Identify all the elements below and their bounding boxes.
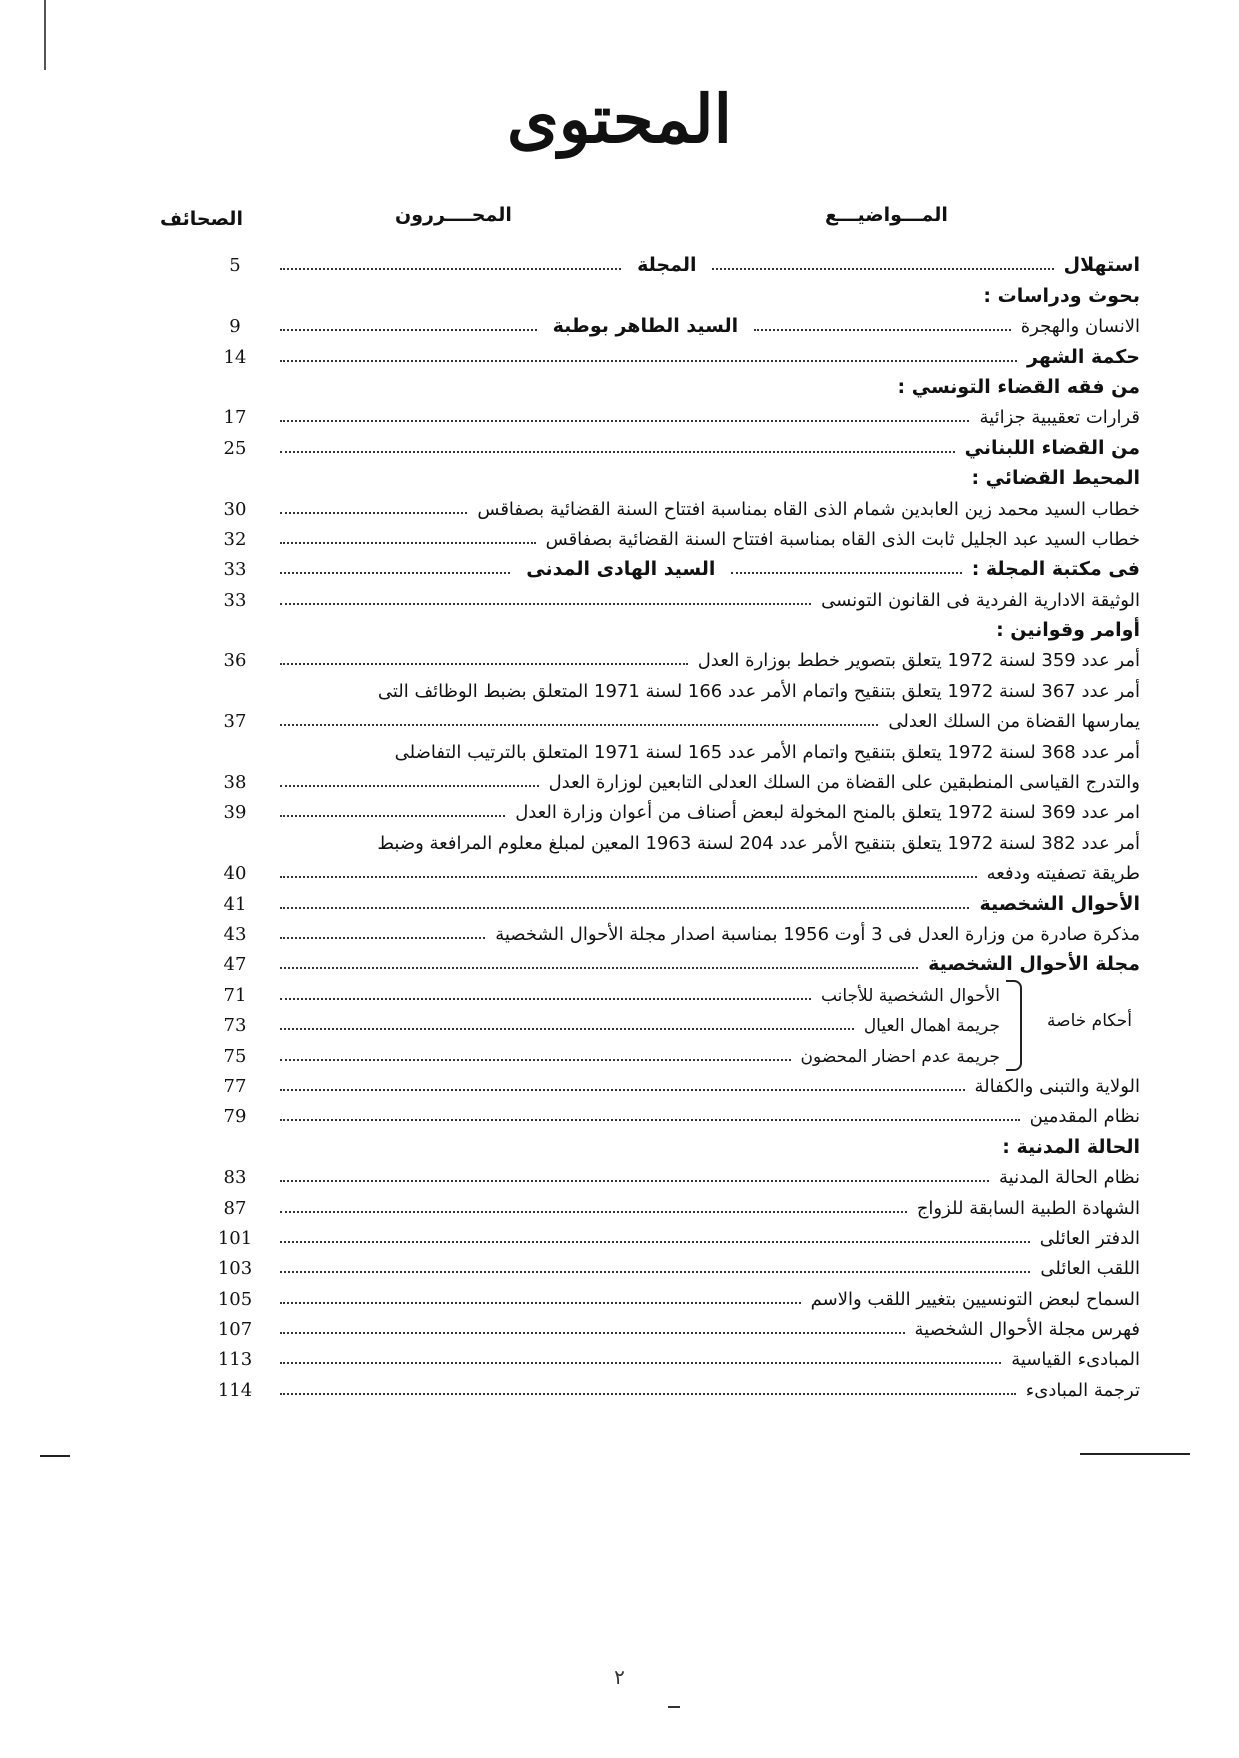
toc-entry-title: استهلال — [1063, 254, 1140, 277]
toc-page-number: 43 — [223, 923, 247, 945]
toc-page-number: 79 — [223, 1106, 247, 1128]
toc-entry-author: السيد الهادى المدنى — [526, 558, 716, 581]
leader-dots — [280, 907, 969, 909]
toc-page-number: 17 — [223, 407, 247, 429]
toc-entry-title: أوامر وقوانين : — [996, 619, 1140, 642]
toc-row — [200, 550, 1140, 580]
leader-dots — [280, 1089, 965, 1091]
toc-entry-title: بحوث ودراسات : — [983, 284, 1140, 307]
toc-entry-title: الانسان والهجرة — [1020, 316, 1140, 338]
toc-page-number: 75 — [223, 1045, 247, 1067]
toc-page-number: 77 — [223, 1075, 247, 1097]
toc-row — [200, 368, 1140, 398]
leader-dots — [280, 663, 688, 665]
toc-page-number: 107 — [217, 1319, 253, 1341]
leader-dots — [280, 1059, 791, 1061]
leader-dots — [280, 512, 467, 514]
toc-page-number: 71 — [223, 984, 247, 1006]
toc-entry-title: خطاب السيد محمد زين العابدين شمام الذى القاه بمناسبة افتتاح السنة القضائية بصفاقس — [477, 498, 1140, 520]
toc-row — [200, 276, 1140, 306]
toc-entry-title: أمر عدد 368 لسنة 1972 يتعلق بتنقيح واتمام الأمر عدد 165 لسنة 1971 المتعلق بالترتيب التفاضلى — [394, 741, 1140, 763]
toc-entry-title: قرارات تعقيبية جزائية — [979, 407, 1140, 429]
toc-row — [200, 1127, 1140, 1157]
subjects-column-header: المـــواضيـــع — [825, 204, 948, 226]
toc-entry-title: والتدرج القياسى المنطبقين على القضاة من السلك العدلى التابعين لوزارة العدل — [548, 772, 1140, 794]
toc-page-number: 14 — [223, 346, 247, 368]
toc-entry-title: السماح لبعض التونسيين بتغيير اللقب والاسم — [810, 1288, 1140, 1310]
toc-row — [200, 1097, 1140, 1127]
toc-entry-title: فى مكتبة المجلة : — [971, 558, 1140, 581]
toc-entry-title: طريقة تصفيته ودفعه — [986, 863, 1140, 885]
toc-entry-title: الأحوال الشخصية للأجانب — [820, 985, 1000, 1006]
leader-dots — [280, 268, 621, 270]
page-title: المحتوى — [507, 80, 732, 158]
leader-dots — [280, 1302, 801, 1304]
leader-dots — [712, 268, 1053, 270]
toc-entry-title: الشهادة الطبية السابقة للزواج — [916, 1197, 1140, 1219]
toc-entry-title: امر عدد 369 لسنة 1972 يتعلق بالمنح المخولة لبعض أصناف من أعوان وزارة العدل — [515, 802, 1140, 824]
toc-row — [200, 1370, 1140, 1400]
toc-row — [200, 459, 1140, 489]
toc-row — [200, 854, 1140, 884]
leader-dots — [280, 572, 510, 574]
toc-page-number: 41 — [223, 893, 247, 915]
toc-entry-title: من فقه القضاء التونسي : — [897, 375, 1140, 398]
toc-entry-title: الأحوال الشخصية — [979, 892, 1140, 915]
toc-page-number: 73 — [223, 1015, 247, 1037]
toc-row — [200, 1006, 1140, 1036]
margin-rule-right — [1080, 1453, 1190, 1455]
toc-row — [200, 1036, 1140, 1066]
scan-edge-mark — [44, 0, 46, 70]
toc-entry-title: حكمة الشهر — [1027, 345, 1140, 368]
toc-row — [200, 611, 1140, 641]
toc-page-number: 37 — [223, 711, 247, 733]
leader-dots — [280, 1241, 1030, 1243]
toc-entry-title: الولاية والتبنى والكفالة — [974, 1075, 1140, 1097]
leader-dots — [280, 967, 918, 969]
leader-dots — [280, 1119, 1020, 1121]
leader-dots — [280, 1362, 1001, 1364]
toc-entry-title: فهرس مجلة الأحوال الشخصية — [914, 1319, 1140, 1341]
toc-entry-title: جريمة اهمال العيال — [863, 1016, 1000, 1037]
page-number-mark: ٢ — [614, 1665, 625, 1689]
toc-row — [200, 1158, 1140, 1188]
leader-dots — [280, 360, 1017, 362]
toc-entry-title: مذكرة صادرة من وزارة العدل فى 3 أوت 1956 بمناسبة اصدار مجلة الأحوال الشخصية — [495, 923, 1140, 945]
leader-dots — [280, 876, 977, 878]
toc-entry-title: الوثيقة الادارية الفردية فى القانون التونسى — [821, 589, 1140, 611]
leader-dots — [731, 572, 961, 574]
leader-dots — [280, 785, 539, 787]
toc-row — [200, 489, 1140, 519]
toc-row — [200, 1219, 1140, 1249]
leader-dots — [280, 603, 811, 605]
leader-dots — [280, 542, 536, 544]
toc-entry-title: نظام المقدمين — [1029, 1106, 1140, 1128]
toc-row — [200, 398, 1140, 428]
toc-page-number: 87 — [223, 1197, 247, 1219]
leader-dots — [280, 1332, 905, 1334]
toc-entry-title: جريمة عدم احضار المحضون — [800, 1046, 1000, 1067]
toc-entry-title: من القضاء اللبناني — [964, 436, 1140, 459]
toc-row — [200, 1249, 1140, 1279]
toc-page-number: 9 — [229, 316, 241, 338]
toc-entry-title: المحيط القضائي : — [971, 467, 1140, 490]
toc-entry-title: أمر عدد 367 لسنة 1972 يتعلق بتنقيح واتمام الأمر عدد 166 لسنة 1971 المتعلق بضبط الوظائف التى — [377, 680, 1140, 702]
toc-entry-title: الحالة المدنية : — [1002, 1135, 1140, 1158]
toc-page-number: 39 — [223, 802, 247, 824]
toc-page-number: 25 — [223, 437, 247, 459]
toc-row — [200, 975, 1140, 1005]
toc-row — [200, 1310, 1140, 1340]
toc-entry-title: نظام الحالة المدنية — [998, 1167, 1140, 1189]
margin-rule-left — [40, 1455, 70, 1457]
toc-entry-author: السيد الطاهر بوطبة — [552, 315, 739, 338]
table-of-contents — [200, 246, 1140, 1401]
leader-dots — [280, 937, 485, 939]
toc-page-number: 38 — [223, 772, 247, 794]
leader-dots — [280, 1028, 854, 1030]
pages-column-header: الصحائف — [160, 208, 243, 230]
toc-entry-title: أمر عدد 382 لسنة 1972 يتعلق بتنقيح الأمر عدد 204 لسنة 1963 المعين لمبلغ معلوم المرافعة وضبط — [377, 832, 1140, 854]
toc-page-number: 83 — [223, 1167, 247, 1189]
toc-row — [200, 915, 1140, 945]
leader-dots — [280, 1211, 907, 1213]
toc-page-number: 103 — [217, 1258, 253, 1280]
toc-row — [200, 1188, 1140, 1218]
leader-dots — [280, 815, 505, 817]
toc-entry-title: ترجمة المبادىء — [1025, 1379, 1140, 1401]
toc-page-number: 105 — [217, 1288, 253, 1310]
authors-column-header: المحــــررون — [395, 204, 512, 226]
group-label: أحكام خاصة — [1047, 1011, 1132, 1032]
toc-row — [200, 1279, 1140, 1309]
toc-page-number: 113 — [217, 1349, 253, 1371]
toc-page-number: 33 — [223, 589, 247, 611]
toc-row — [200, 1067, 1140, 1097]
toc-page-number: 47 — [223, 954, 247, 976]
toc-entry-author: المجلة — [637, 254, 697, 277]
toc-row — [200, 702, 1140, 732]
toc-row — [200, 884, 1140, 914]
toc-row — [200, 671, 1140, 701]
leader-dots — [280, 724, 878, 726]
column-headers — [160, 200, 960, 240]
toc-page-number: 114 — [217, 1379, 253, 1401]
toc-entry-title: المبادىء القياسية — [1011, 1349, 1140, 1371]
toc-row — [200, 580, 1140, 610]
toc-row — [200, 428, 1140, 458]
toc-row — [200, 945, 1140, 975]
toc-page-number: 101 — [217, 1227, 253, 1249]
toc-entry-title: اللقب العائلى — [1040, 1258, 1140, 1280]
toc-page-number: 32 — [223, 528, 247, 550]
toc-row — [200, 763, 1140, 793]
group-brace — [1006, 980, 1022, 1071]
toc-entry-title: أمر عدد 359 لسنة 1972 يتعلق بتصوير خطط بوزارة العدل — [697, 650, 1140, 672]
toc-entry-title: الدفتر العائلى — [1039, 1227, 1140, 1249]
toc-page-number: 33 — [223, 559, 247, 581]
toc-entry-title: مجلة الأحوال الشخصية — [928, 953, 1140, 976]
toc-row — [200, 823, 1140, 853]
leader-dots — [280, 329, 537, 331]
toc-page-number: 5 — [229, 255, 241, 277]
toc-entry-title: يمارسها القضاة من السلك العدلى — [888, 711, 1140, 733]
toc-row — [200, 1340, 1140, 1370]
leader-dots — [280, 1271, 1030, 1273]
leader-dots — [280, 998, 811, 1000]
toc-row — [200, 337, 1140, 367]
toc-page-number: 36 — [223, 650, 247, 672]
toc-page-number: 40 — [223, 863, 247, 885]
toc-row — [200, 307, 1140, 337]
toc-row — [200, 732, 1140, 762]
toc-row — [200, 793, 1140, 823]
toc-row — [200, 641, 1140, 671]
toc-row — [200, 246, 1140, 276]
footer-dash — [668, 1706, 680, 1708]
leader-dots — [280, 1180, 989, 1182]
leader-dots — [280, 1393, 1016, 1395]
toc-entry-title: خطاب السيد عبد الجليل ثابت الذى القاه بمناسبة افتتاح السنة القضائية بصفاقس — [545, 528, 1140, 550]
leader-dots — [754, 329, 1011, 331]
toc-row — [200, 520, 1140, 550]
leader-dots — [280, 420, 969, 422]
toc-page-number: 30 — [223, 498, 247, 520]
leader-dots — [280, 451, 955, 453]
